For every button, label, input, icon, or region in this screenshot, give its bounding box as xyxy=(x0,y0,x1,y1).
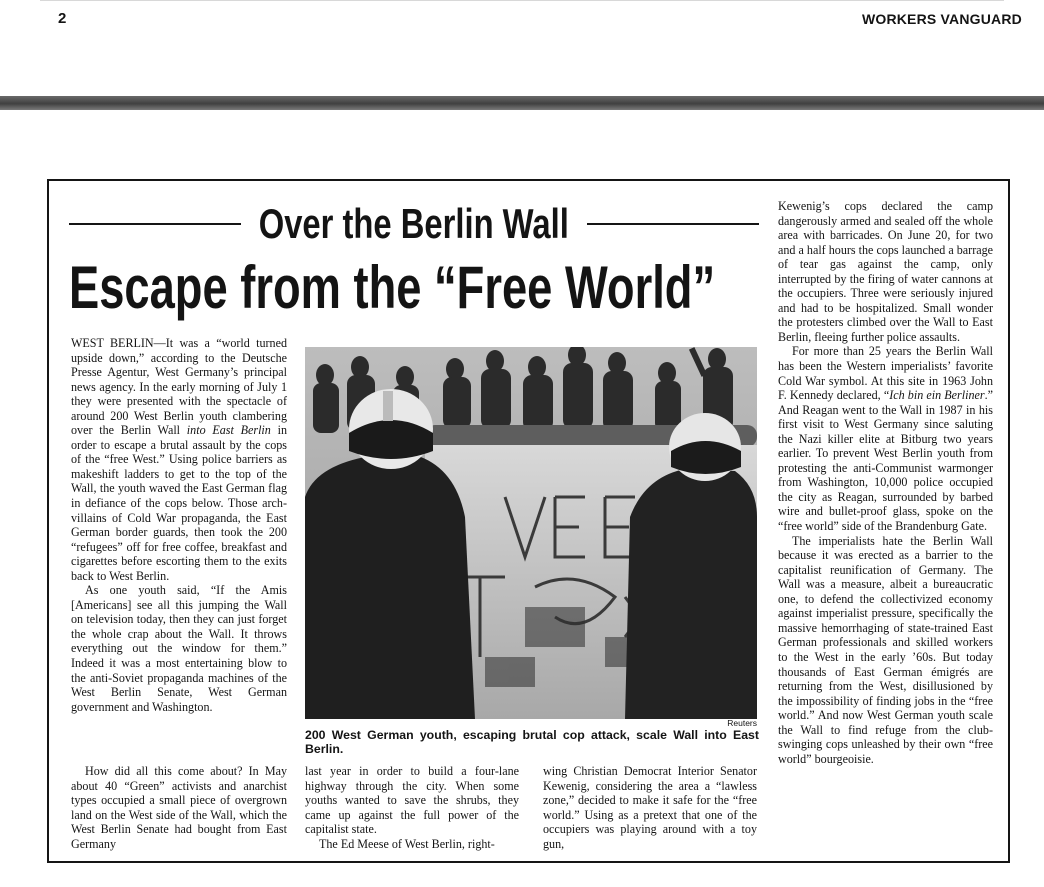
article-box xyxy=(47,179,1010,863)
berlin-wall-photo-illustration xyxy=(305,347,757,719)
paragraph: For more than 25 years the Berlin Wall has been the Western imperialists’ favorite Cold War symbol. At this site in 1963 John F. Kennedy declared, “Ich bin ein Berliner.” And Reagan went to the Wall in 1987 in his first visit to West Germany since saluting the Nazi killer elite at Bitburg two years earlier. To prevent West Berlin youth from protesting the anti-Communist warmonger from Washington, 10,000 police occupied the city as Reagan, surrounded by barbed wire and bullet-proof glass, spoke on the “free world” side of the Brandenburg Gate. xyxy=(778,344,993,534)
paragraph: wing Christian Democrat Interior Senator Kewenig, considering the area a “lawless zone,” decided to make it safe for the “free world.” Using as a pretext that one of the occupiers was playing around with a toy gun, xyxy=(543,764,757,851)
emphasis: Ich bin ein Berliner xyxy=(889,388,985,403)
photo-credit: Reuters xyxy=(727,718,757,728)
paragraph: The imperialists hate the Berlin Wall because it was erected as a barrier to the capitalist reunification of Germany. The Wall was a measure, albeit a bureaucratic one, to defend the collectivized economy against imperialist pressure, specifically the massive hemorrhaging of state-trained East German professionals and skilled workers to the West in the early ’60s. But today thousands of East German émigrés are returning from the West, disillusioned by the impossibility of finding jobs in the “free world.” And now West German youth scale the Wall to find refuge from the club-swinging cops unleashed by their own “free world” bourgeoisie. xyxy=(778,533,993,766)
paragraph: last year in order to build a four-lane highway through the city. When some youths wanted to save the shrubs, they came up against the full power of the capitalist state. xyxy=(305,764,519,837)
publication-name: WORKERS VANGUARD xyxy=(861,11,1022,27)
kicker-rule-left xyxy=(69,223,241,225)
headline: Escape from the “Free World” xyxy=(69,254,716,321)
paragraph: The Ed Meese of West Berlin, right- xyxy=(319,836,495,851)
article-column-4 xyxy=(778,199,993,766)
top-rule xyxy=(40,0,1004,1)
kicker-rule-right xyxy=(587,223,759,225)
kicker-row xyxy=(69,199,759,249)
headline-block xyxy=(69,199,759,323)
page-divider-band xyxy=(0,96,1044,110)
article-column-1-lower xyxy=(71,764,287,851)
article-column-2 xyxy=(305,764,519,851)
kicker: Over the Berlin Wall xyxy=(258,200,570,247)
article-column-1 xyxy=(71,336,287,714)
article-column-3 xyxy=(543,764,757,851)
paragraph: WEST BERLIN—It was a “world turned upside down,” according to the Deutsche Presse Agentur, West Germany’s principal news agency. In the early morning of July 1 they were presented with the spectacle of around 200 West Berlin youth clambering over the Berlin Wall into East Berlin in order to escape a brutal assault by the cops of the “free West.” Using police barriers as makeshift ladders to get to the top of the Wall, the youth waved the East German flag in defiance of the cops below. Those arch-villains of Cold War propaganda, the East German border guards, then took the 200 “refugees” off for free coffee, breakfast and cigarettes before escorting them to the exits back to West Berlin. xyxy=(71,336,287,583)
news-photo xyxy=(305,347,757,719)
page-number: 2 xyxy=(58,10,67,27)
photo-caption: 200 West German youth, escaping brutal cop attack, scale Wall into East Berlin. xyxy=(305,728,759,756)
paragraph: As one youth said, “If the Amis [Americans] see all this jumping the Wall on television today, then they can just forget the whole crap about the Wall. It throws everything out the window for them.” Indeed it was a most entertaining blow to the anti-Soviet propaganda machines of the West Berlin Senate, West German government and Washington. xyxy=(71,583,287,714)
emphasis: into East Berlin xyxy=(186,423,271,438)
paragraph: Kewenig’s cops declared the camp dangerously armed and sealed off the whole area with barricades. On June 20, for two and a half hours the cops launched a barrage of tear gas against the camp, only interrupted by the firing of water cannons at the occupiers. Three were seriously injured and had to be hospitalized. Small wonder the protesters climbed over the Wall to East Berlin, fleeing further police assaults. xyxy=(778,199,993,344)
paragraph: How did all this come about? In May about 40 “Green” activists and anarchist types occupied a small piece of overgrown land on the West side of the Wall, which the West Berlin Senate had bought from East Germany xyxy=(71,764,287,851)
